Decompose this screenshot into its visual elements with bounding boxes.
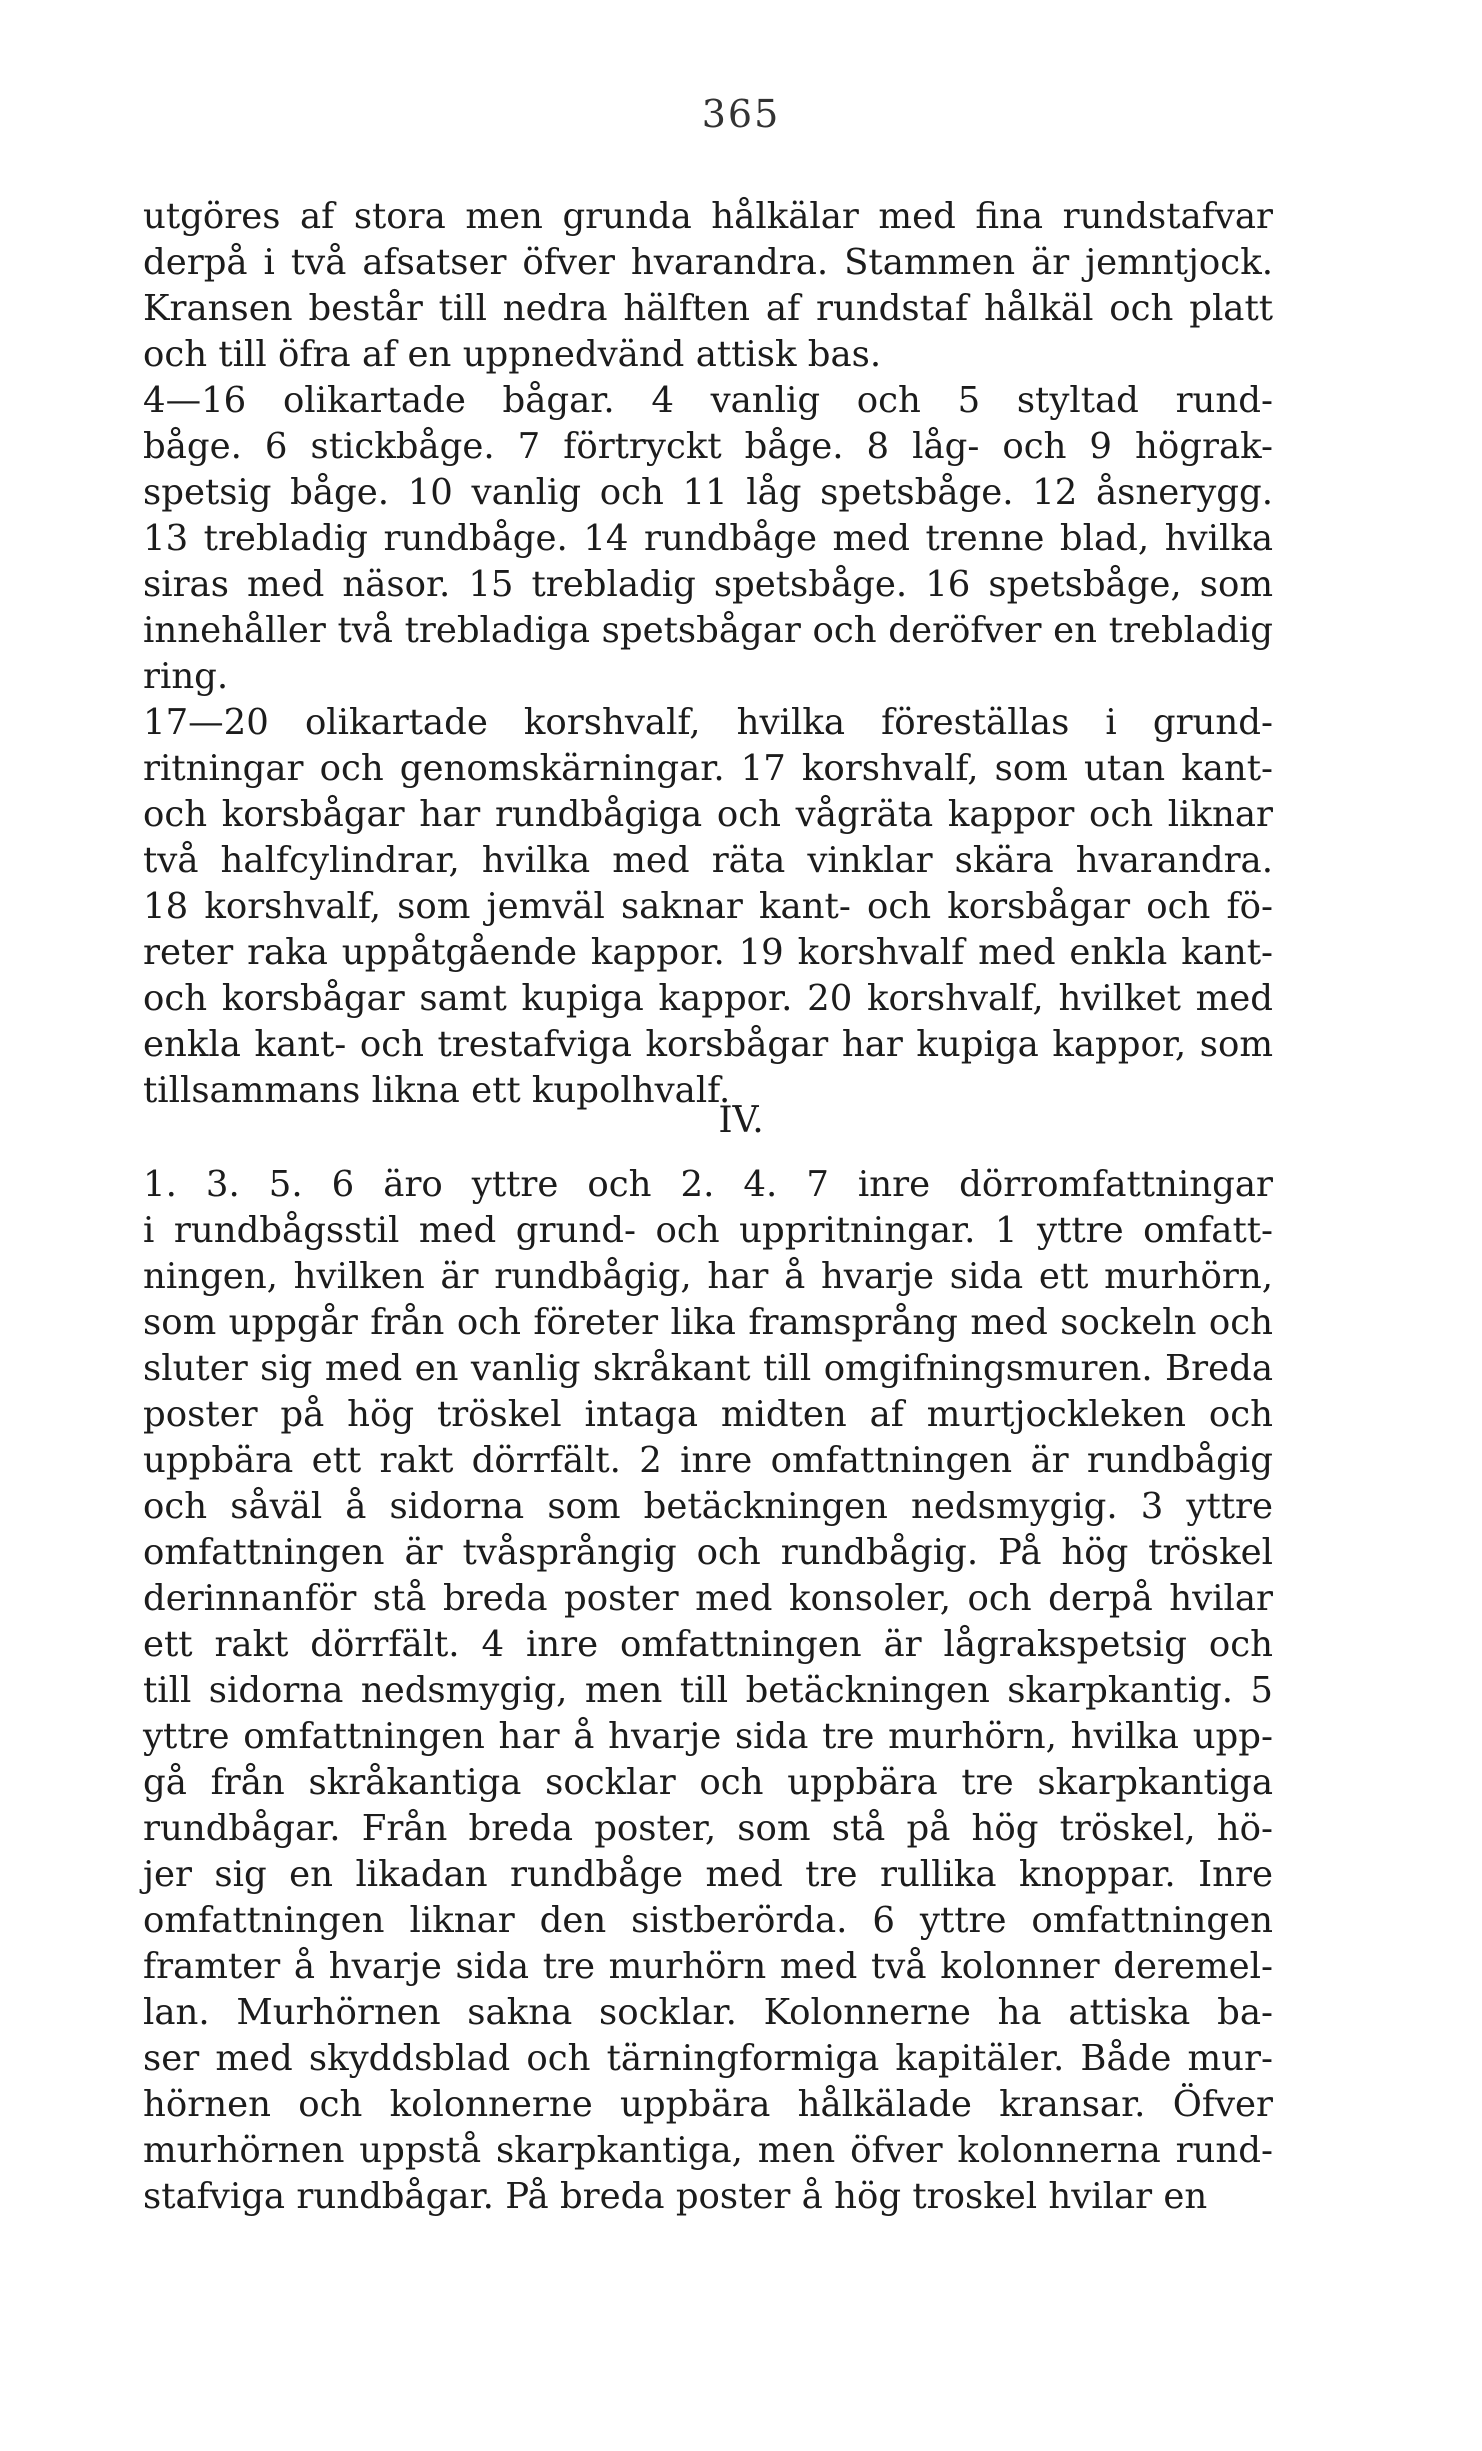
text-line: 18 korshvalf, som jemväl saknar kant- och korsbågar och fö- bbox=[143, 886, 1273, 927]
text-line: ett rakt dörrfält. 4 inre omfattningen är lågrakspetsig och bbox=[143, 1624, 1273, 1665]
text-line: gå från skråkantiga socklar och uppbära tre skarpkantiga bbox=[143, 1762, 1273, 1803]
text-line: och till öfra af en uppnedvänd attisk bas. bbox=[143, 334, 882, 375]
text-line: rundbågar. Från breda poster, som stå på hög tröskel, hö- bbox=[143, 1808, 1273, 1849]
text-line: till sidorna nedsmygig, men till betäckningen skarpkantig. 5 bbox=[143, 1670, 1273, 1711]
text-line: spetsig båge. 10 vanlig och 11 låg spetsbåge. 12 åsnerygg. bbox=[143, 472, 1273, 513]
text-line: reter raka uppåtgående kappor. 19 korshvalf med enkla kant- bbox=[143, 932, 1273, 973]
text-line: ring. bbox=[143, 656, 229, 697]
text-line: 4—16 olikartade bågar. 4 vanlig och 5 styltad rund- bbox=[143, 380, 1273, 421]
text-line: ningen, hvilken är rundbågig, har å hvarje sida ett murhörn, bbox=[143, 1256, 1273, 1297]
text-line: 17—20 olikartade korshvalf, hvilka föreställas i grund- bbox=[143, 702, 1273, 743]
text-line: enkla kant- och trestafviga korsbågar har kupiga kappor, som bbox=[143, 1024, 1273, 1065]
text-line: 1. 3. 5. 6 äro yttre och 2. 4. 7 inre dörromfattningar bbox=[143, 1164, 1273, 1205]
text-line: Kransen består till nedra hälften af rundstaf hålkäl och platt bbox=[143, 288, 1273, 329]
text-line: yttre omfattningen har å hvarje sida tre murhörn, hvilka upp- bbox=[143, 1716, 1273, 1757]
text-line: jer sig en likadan rundbåge med tre rullika knoppar. Inre bbox=[143, 1854, 1273, 1895]
text-line: murhörnen uppstå skarpkantiga, men öfver kolonnerna rund- bbox=[143, 2130, 1273, 2171]
text-line: uppbära ett rakt dörrfält. 2 inre omfattningen är rundbågig bbox=[143, 1440, 1273, 1481]
text-line: hörnen och kolonnerne uppbära hålkälade kransar. Öfver bbox=[143, 2084, 1273, 2125]
text-line: ritningar och genomskärningar. 17 korshvalf, som utan kant- bbox=[143, 748, 1273, 789]
text-line: tillsammans likna ett kupolhvalf. bbox=[143, 1070, 731, 1111]
text-line: framter å hvarje sida tre murhörn med två kolonner deremel- bbox=[143, 1946, 1273, 1987]
text-block-figure-descriptions bbox=[143, 194, 1273, 1114]
text-line: stafviga rundbågar. På breda poster å hög troskel hvilar en bbox=[143, 2176, 1208, 2217]
text-line: och korsbågar har rundbågiga och vågräta kappor och liknar bbox=[143, 794, 1273, 835]
text-line: som uppgår från och företer lika framsprång med sockeln och bbox=[143, 1302, 1273, 1343]
text-line: ser med skyddsblad och tärningformiga kapitäler. Både mur- bbox=[143, 2038, 1273, 2079]
text-line: derinnanför stå breda poster med konsoler, och derpå hvilar bbox=[143, 1578, 1273, 1619]
section-heading: IV. bbox=[718, 1100, 764, 1141]
text-line: sluter sig med en vanlig skråkant till omgifningsmuren. Breda bbox=[143, 1348, 1273, 1389]
text-line: omfattningen liknar den sistberörda. 6 yttre omfattningen bbox=[143, 1900, 1273, 1941]
text-line: båge. 6 stickbåge. 7 förtryckt båge. 8 låg- och 9 högrak- bbox=[143, 426, 1273, 467]
text-line: lan. Murhörnen sakna socklar. Kolonnerne ha attiska ba- bbox=[143, 1992, 1273, 2033]
text-line: och korsbågar samt kupiga kappor. 20 korshvalf, hvilket med bbox=[143, 978, 1273, 1019]
text-line: och såväl å sidorna som betäckningen nedsmygig. 3 yttre bbox=[143, 1486, 1273, 1527]
text-line: utgöres af stora men grunda hålkälar med fina rundstafvar bbox=[143, 196, 1273, 237]
text-line: i rundbågsstil med grund- och uppritningar. 1 yttre omfatt- bbox=[143, 1210, 1273, 1251]
text-block-door-surrounds bbox=[143, 1162, 1273, 2220]
page-number: 365 bbox=[701, 92, 781, 136]
text-line: siras med näsor. 15 trebladig spetsbåge. 16 spetsbåge, som bbox=[143, 564, 1273, 605]
text-line: poster på hög tröskel intaga midten af murtjockleken och bbox=[143, 1394, 1273, 1435]
text-line: 13 trebladig rundbåge. 14 rundbåge med trenne blad, hvilka bbox=[143, 518, 1273, 559]
text-line: derpå i två afsatser öfver hvarandra. Stammen är jemntjock. bbox=[143, 242, 1273, 283]
text-line: två halfcylindrar, hvilka med räta vinklar skära hvarandra. bbox=[143, 840, 1273, 881]
text-line: omfattningen är tvåsprångig och rundbågig. På hög tröskel bbox=[143, 1532, 1273, 1573]
text-line: innehåller två trebladiga spetsbågar och deröfver en trebladig bbox=[143, 610, 1273, 651]
